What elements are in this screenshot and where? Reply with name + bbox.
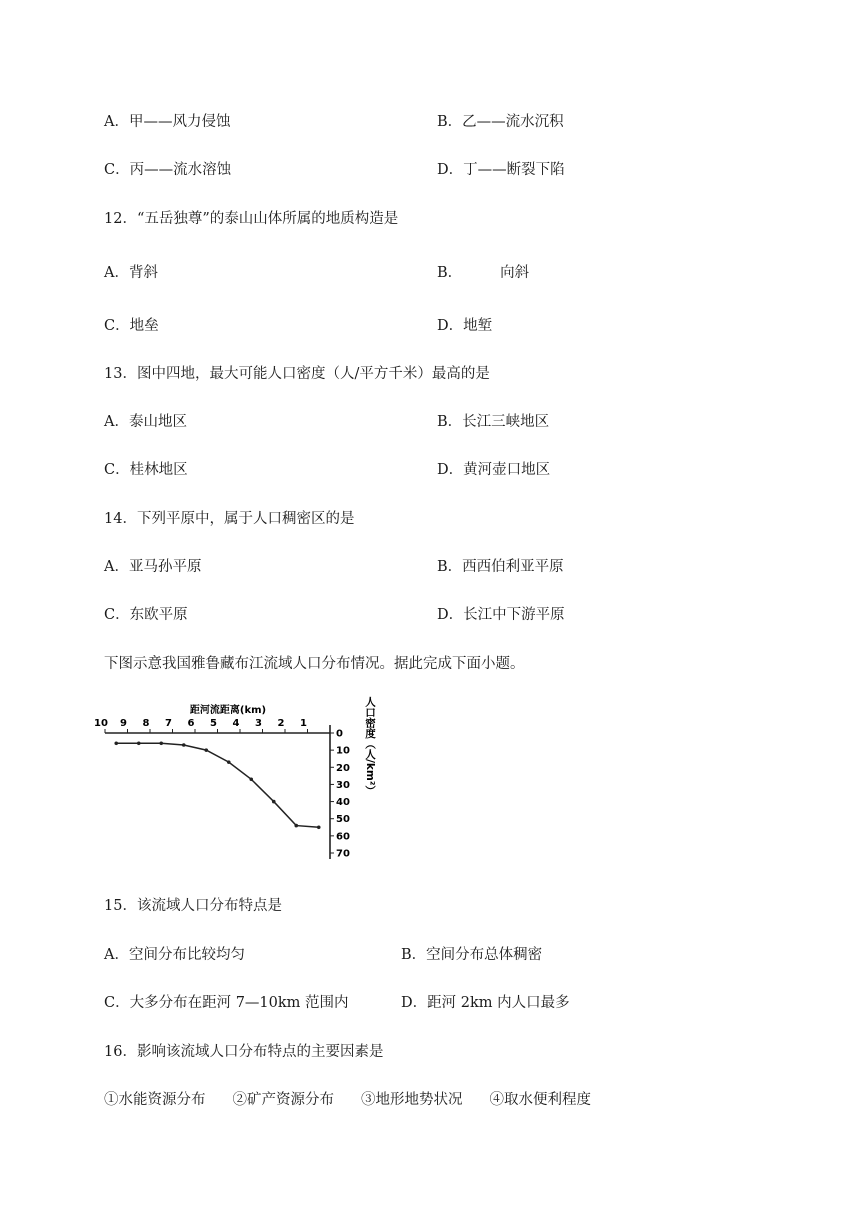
data-point-10 xyxy=(317,825,321,829)
y-tick-label-30: 30 xyxy=(336,779,350,791)
data-point-8 xyxy=(272,800,276,804)
x-tick-label-1: 1 xyxy=(300,718,307,729)
density-line xyxy=(116,743,319,827)
x-tick-label-4: 4 xyxy=(232,718,240,729)
q16-item-2: ②矿产资源分布 xyxy=(232,1092,334,1108)
y-tick-label-10: 10 xyxy=(336,745,350,757)
x-tick-labels xyxy=(94,718,307,729)
data-point-4 xyxy=(182,743,186,747)
y-axis-label-text: 人口密度（人/km²） xyxy=(364,696,376,796)
data-point-7 xyxy=(249,777,253,781)
x-tick-label-2: 2 xyxy=(277,718,285,729)
q14-option-b: B．西西伯利亚平原 xyxy=(437,559,564,575)
q15-stem: 15．该流域人口分布特点是 xyxy=(104,898,282,914)
y-tick-label-50: 50 xyxy=(336,814,350,826)
q16-item-1: ①水能资源分布 xyxy=(104,1092,206,1108)
q12-option-b-text: 向斜 xyxy=(500,265,530,281)
y-tick-labels xyxy=(336,729,350,860)
q13-option-a: A．泰山地区 xyxy=(104,414,187,430)
q15-option-a: A．空间分布比较均匀 xyxy=(104,947,245,963)
q12-option-c: C．地垒 xyxy=(104,318,159,334)
x-tick-label-3: 3 xyxy=(255,718,262,729)
data-point-2 xyxy=(137,741,141,745)
q16-items xyxy=(104,1088,591,1109)
q11-option-a: A．甲——风力侵蚀 xyxy=(104,114,231,130)
q12-option-d: D．地堑 xyxy=(437,318,493,334)
population-density-chart xyxy=(94,696,390,870)
x-tick-label-8: 8 xyxy=(142,718,150,729)
data-point-6 xyxy=(227,760,231,764)
y-tick-label-60: 60 xyxy=(336,831,350,843)
q15-option-b: B．空间分布总体稠密 xyxy=(401,947,543,963)
q16-stem: 16．影响该流域人口分布特点的主要因素是 xyxy=(104,1044,384,1060)
q12-option-a: A．背斜 xyxy=(104,265,158,281)
y-tick-label-0: 0 xyxy=(336,728,343,740)
y-axis-label xyxy=(364,695,376,796)
q13-stem: 13．图中四地，最大可能人口密度（人/平方千米）最高的是 xyxy=(104,366,490,382)
q13-option-c: C．桂林地区 xyxy=(104,462,188,478)
q12-option-b-letter: B． xyxy=(437,265,463,281)
data-point-3 xyxy=(159,741,163,745)
y-tick-label-40: 40 xyxy=(336,797,350,809)
q13-option-d: D．黄河壶口地区 xyxy=(437,462,551,478)
q11-option-b: B．乙——流水沉积 xyxy=(437,114,564,130)
q14-option-c: C．东欧平原 xyxy=(104,607,188,623)
q16-item-4: ④取水便利程度 xyxy=(489,1092,591,1108)
q11-option-c: C．丙——流水溶蚀 xyxy=(104,162,232,178)
x-tick-label-9: 9 xyxy=(120,718,127,729)
y-tick-label-70: 70 xyxy=(336,848,350,860)
chart-series xyxy=(114,741,320,829)
data-point-9 xyxy=(294,824,298,828)
x-tick-label-6: 6 xyxy=(187,718,195,729)
y-tick-label-20: 20 xyxy=(336,762,350,774)
chart-intro: 下图示意我国雅鲁藏布江流域人口分布情况。据此完成下面小题。 xyxy=(104,656,525,672)
x-axis-label: 距河流距离(km) xyxy=(189,705,267,716)
q11-option-d: D．丁——断裂下陷 xyxy=(437,162,565,178)
chart-axes xyxy=(105,725,334,859)
q14-option-a: A．亚马孙平原 xyxy=(104,559,202,575)
q12-option-b xyxy=(437,261,529,282)
q15-option-c: C．大多分布在距河 7—10km 范围内 xyxy=(104,995,349,1011)
q14-stem: 14．下列平原中，属于人口稠密区的是 xyxy=(104,511,355,527)
x-tick-label-7: 7 xyxy=(165,718,172,729)
data-point-5 xyxy=(204,748,208,752)
q15-option-d: D．距河 2km 内人口最多 xyxy=(401,995,570,1011)
q12-stem: 12．“五岳独尊”的泰山山体所属的地质构造是 xyxy=(104,211,399,227)
q16-item-3: ③地形地势状况 xyxy=(361,1092,463,1108)
x-tick-label-10: 10 xyxy=(94,718,108,729)
q13-option-b: B．长江三峡地区 xyxy=(437,414,550,430)
x-tick-label-5: 5 xyxy=(210,718,217,729)
data-point-1 xyxy=(114,741,118,745)
q14-option-d: D．长江中下游平原 xyxy=(437,607,565,623)
